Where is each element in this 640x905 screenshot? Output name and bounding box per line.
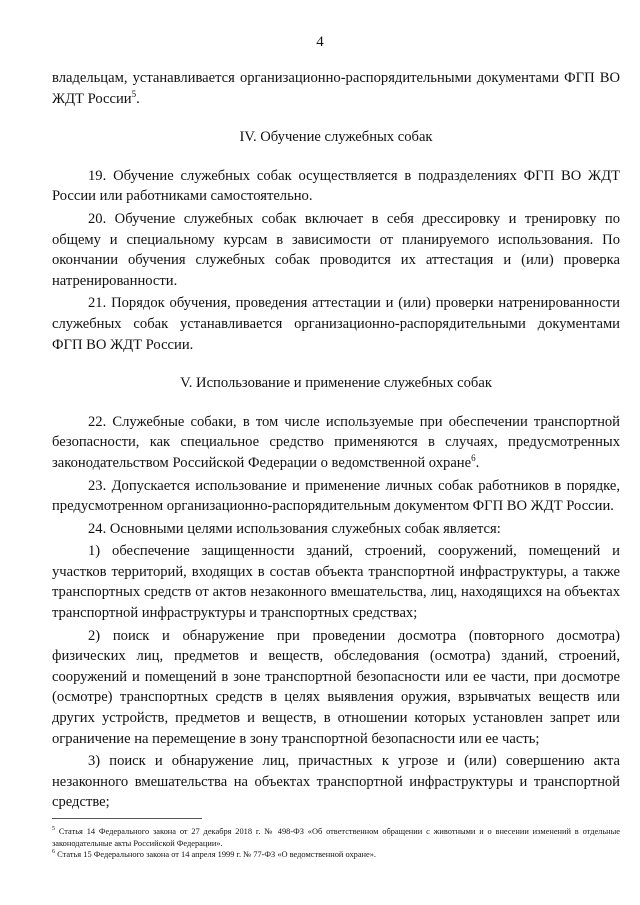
intro-text: владельцам, устанавливается организационно-распорядительными документами ФГП ВО ЖДТ России (52, 70, 620, 107)
footnote-6 (52, 849, 620, 861)
page-number: 4 (316, 34, 324, 50)
paragraph-22-text: 22. Служебные собаки, в том числе используемые при обеспечении транспортной безопасности, как специальное средство применяются в случаях, предусмотренных законодательством Российской Федерации о ведомственной охране (52, 413, 620, 471)
footnote-5-text: Статья 14 Федерального закона от 27 декабря 2018 г. № 498-ФЗ «Об ответственном обращении с животными и о внесении изменений в отдельные законодательные акты Российской Федерации». (52, 827, 620, 848)
document-body (52, 68, 620, 813)
section-4-heading: IV. Обучение служебных собак (239, 129, 433, 146)
list-item-2: 2) поиск и обнаружение при проведении досмотра (повторного досмотра) физических лиц, предметов и веществ, обследования (осмотра) зданий, строений, сооружений и помещений в зоне транспортной безопасности или ее части, при досмотре (осмотре) транспортных средств в целях выявления оружия, взрывчатых веществ или других устройств, предметов и веществ, в отношении которых установлен запрет или ограничение на перемещение в зону транспортной безопасности или ее часть; (52, 627, 620, 747)
paragraph-20: 20. Обучение служебных собак включает в себя дрессировку и тренировку по общему и специальному курсам в зависимости от планируемого использования. По окончании обучения служебных собак проводится их аттестация и (или) проверка натренированности. (52, 210, 620, 289)
footnotes (52, 826, 620, 861)
footnote-ref-6: 6 (471, 453, 476, 464)
paragraph-21: 21. Порядок обучения, проведения аттестации и (или) проверки натренированности служебных собак устанавливается организационно-распорядительными документами ФГП ВО ЖДТ России. (52, 295, 620, 353)
intro-end: . (136, 90, 140, 107)
paragraph-22-end: . (475, 454, 480, 471)
list-item-3: 3) поиск и обнаружение лиц, причастных к угрозе и (или) совершению акта незаконного вмешательства на объектах транспортной инфраструктуры и транспортной средстве; (52, 753, 620, 811)
paragraph-22 (52, 412, 620, 474)
footnote-divider (52, 818, 202, 819)
paragraph-24: 24. Основными целями использования служебных собак является: (88, 520, 501, 537)
intro-paragraph (52, 68, 620, 109)
list-item-1: 1) обеспечение защищенности зданий, строений, сооружений, помещений и участков территорий, входящих в состав объекта транспортной инфраструктуры, а также транспортных средств от актов незаконного вмешательства, лиц, находящихся на объектах транспортной инфраструктуры и транспортных средствах; (52, 543, 620, 622)
footnote-5-marker: 5 (52, 826, 55, 833)
footnote-6-marker: 6 (52, 849, 55, 856)
paragraph-19: 19. Обучение служебных собак осуществляется в подразделениях ФГП ВО ЖДТ России или работниками самостоятельно. (52, 167, 620, 205)
section-5-heading: V. Использование и применение служебных собак (180, 375, 492, 392)
paragraph-23: 23. Допускается использование и применение личных собак работников в порядке, предусмотренном организационно-распорядительным документом ФГП ВО ЖДТ России. (52, 477, 620, 515)
footnote-6-text: Статья 15 Федерального закона от 14 апреля 1999 г. № 77-ФЗ «О ведомственной охране». (57, 850, 377, 859)
footnote-ref-5: 5 (131, 88, 137, 99)
footnote-5 (52, 826, 620, 849)
